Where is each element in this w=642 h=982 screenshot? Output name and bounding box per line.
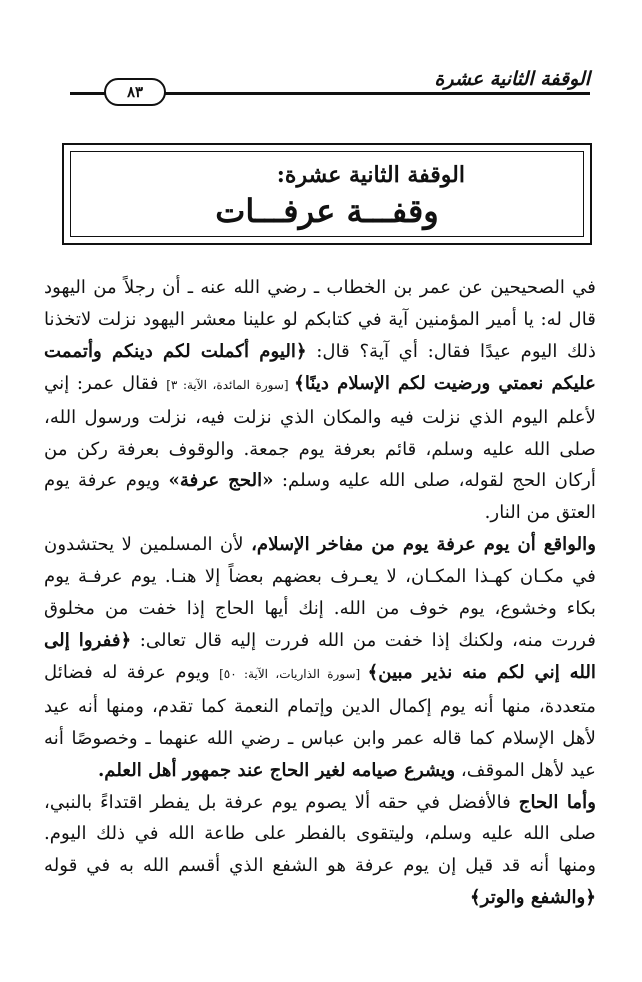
running-title: الوقفة الثانية عشرة: [434, 68, 590, 90]
text-segment: ويوم عرفة يوم العتق من النار.: [44, 470, 596, 524]
paragraph: [44, 272, 596, 529]
emphasis-text: ﴿والشفع والوتر﴾: [470, 887, 596, 909]
text-segment: في الصحيحين عن عمر بن الخطاب ـ رضي الله عنه ـ أن رجلاً من اليهود قال له: يا أمير المؤمنين آية في كتابكم لو علينا معشر اليهود نزلت لاتخذنا ذلك اليوم عيدًا فقال: أي آية؟ قال:: [44, 277, 597, 362]
paragraph: [44, 529, 596, 786]
text-segment: لأن المسلمين لا يحتشدون في مكـان كهـذا المكـان، لا يعـرف بعضهم بعضاً إلا هنـا. يوم عرفـة يوم بكاء وخشوع، يوم خوف من الله. إنك أيها الحاج إذا خفت من مخلوق فررت منه، ولكنك إذا خفت من الله فررت إليه قال تعالى:: [44, 534, 596, 651]
chapter-title-box: [62, 143, 592, 245]
text-segment: فالأفضل في حقه ألا يصوم يوم عرفة بل يفطر اقتداءً بالنبي، صلى الله عليه وسلم، وليتقوى بالفطر على طاعة الله في ذلك اليوم. ومنها أنه قد قيل إن يوم عرفة هو الشفع الذي أقسم الله به في قوله: [44, 791, 596, 877]
paragraph: [44, 787, 596, 915]
page-number: ٨٣: [104, 78, 166, 106]
emphasis-text: ويشرع صيامه لغير الحاج عند جمهور أهل العلم.: [97, 759, 456, 781]
emphasis-text: ﴿ففروا إلى الله إني لكم منه نذير مبين﴾: [44, 629, 596, 683]
chapter-title-inner-border: [70, 151, 584, 237]
emphasis-text: «الحج عرفة»: [168, 470, 274, 492]
emphasis-text: وأما الحاج: [518, 791, 596, 813]
chapter-title: وقفـــة عرفـــات: [215, 192, 439, 230]
running-header: [70, 68, 590, 104]
emphasis-text: والواقع أن يوم عرفة يوم من مفاخر الإسلام،: [251, 534, 596, 556]
emphasis-text: ﴿اليوم أكملت لكم دينكم وأتممت عليكم نعمتي ورضيت لكم الإسلام دينًا﴾: [44, 340, 596, 394]
quran-reference: [سورة الذاريات، الآية: ٥٠]: [219, 666, 368, 681]
text-segment: ويوم عرفة له فضائل متعددة، منها أنه يوم إكمال الدين وإتمام النعمة كما تقدم، ومنها أنه عيد لأهل الإسلام كما قاله عمر وابن عباس ـ رضي الله عنهما ـ وخصوصًا أنه عيد لأهل الموقف،: [44, 661, 596, 781]
chapter-subtitle: الوقفة الثانية عشرة:: [276, 162, 465, 188]
text-segment: فقال عمر: إني لأعلم اليوم الذي نزلت فيه والمكان الذي نزلت فيه، نزلت ورسول الله، صلى الله عليه وسلم، قائم بعرفة يوم جمعة. والوقوف بعرفة ركن من أركان الحج لقوله، صلى الله عليه وسلم:: [44, 372, 596, 492]
quran-reference: [سورة المائدة، الآية: ٣]: [166, 377, 295, 392]
body-text: [44, 272, 596, 914]
